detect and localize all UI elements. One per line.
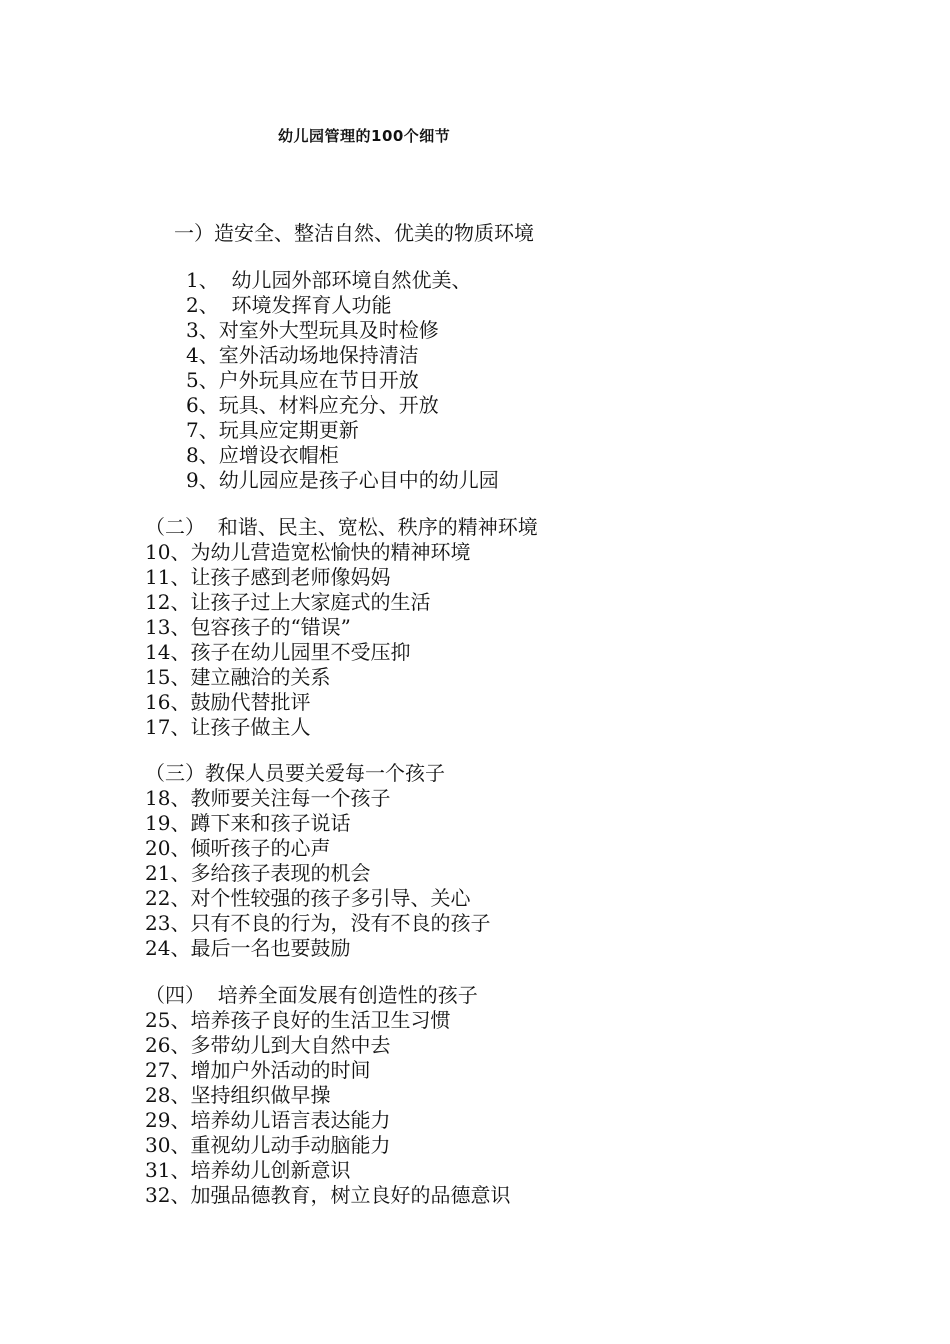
list-item: 9、幼儿园应是孩子心目中的幼儿园 (186, 468, 499, 492)
list-item: 28、坚持组织做早操 (145, 1083, 331, 1107)
list-item: 32、加强品德教育，树立良好的品德意识 (145, 1183, 511, 1207)
list-item: 31、培养幼儿创新意识 (145, 1158, 351, 1182)
list-item: 1、 幼儿园外部环境自然优美、 (186, 268, 472, 292)
list-item: 2、 环境发挥育人功能 (186, 293, 392, 317)
section-heading-2: （二） 和谐、民主、宽松、秩序的精神环境 (145, 515, 538, 539)
list-item: 15、建立融洽的关系 (145, 665, 331, 689)
section-list-2 (145, 540, 470, 740)
list-item: 18、教师要关注每一个孩子 (145, 786, 391, 810)
list-item: 21、多给孩子表现的机会 (145, 861, 371, 885)
section-heading-4: （四） 培养全面发展有创造性的孩子 (145, 983, 478, 1007)
list-item: 10、为幼儿营造宽松愉快的精神环境 (145, 540, 471, 564)
list-item: 11、让孩子感到老师像妈妈 (145, 565, 391, 589)
list-item: 22、对个性较强的孩子多引导、关心 (145, 886, 471, 910)
section-heading-1: 一）造安全、整洁自然、优美的物质环境 (174, 221, 534, 245)
list-item: 30、重视幼儿动手动脑能力 (145, 1133, 391, 1157)
document-title: 幼儿园管理的100个细节 (278, 127, 451, 145)
list-item: 16、鼓励代替批评 (145, 690, 311, 714)
list-item: 24、最后一名也要鼓励 (145, 936, 351, 960)
section-heading-3: （三）教保人员要关爱每一个孩子 (145, 761, 445, 785)
list-item: 26、多带幼儿到大自然中去 (145, 1033, 391, 1057)
list-item: 3、对室外大型玩具及时检修 (186, 318, 439, 342)
list-item: 14、孩子在幼儿园里不受压抑 (145, 640, 411, 664)
list-item: 25、培养孩子良好的生活卫生习惯 (145, 1008, 451, 1032)
section-list-3 (145, 786, 490, 961)
list-item: 13、包容孩子的“错误” (145, 615, 351, 639)
section-list-1 (186, 268, 499, 493)
list-item: 20、倾听孩子的心声 (145, 836, 331, 860)
list-item: 12、让孩子过上大家庭式的生活 (145, 590, 431, 614)
list-item: 5、户外玩具应在节日开放 (186, 368, 419, 392)
list-item: 8、应增设衣帽柜 (186, 443, 339, 467)
list-item: 17、让孩子做主人 (145, 715, 311, 739)
list-item: 27、增加户外活动的时间 (145, 1058, 371, 1082)
list-item: 4、室外活动场地保持清洁 (186, 343, 419, 367)
list-item: 29、培养幼儿语言表达能力 (145, 1108, 391, 1132)
list-item: 19、蹲下来和孩子说话 (145, 811, 351, 835)
list-item: 23、只有不良的行为，没有不良的孩子 (145, 911, 491, 935)
list-item: 6、玩具、材料应充分、开放 (186, 393, 439, 417)
list-item: 7、玩具应定期更新 (186, 418, 359, 442)
section-list-4 (145, 1008, 510, 1208)
